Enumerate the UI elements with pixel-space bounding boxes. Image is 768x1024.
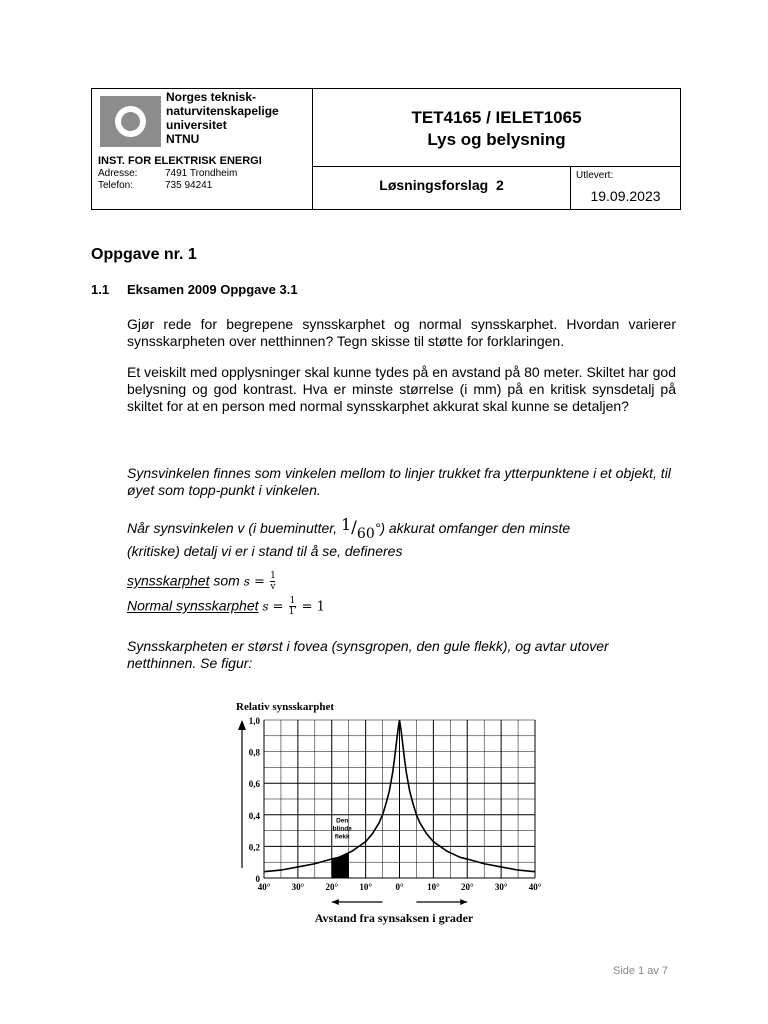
address-row: Adresse: 7491 Trondheim — [98, 168, 238, 179]
x-tick-label: 40° — [528, 882, 542, 892]
y-tick-label: 0,2 — [248, 842, 260, 853]
y-tick-label: 0,6 — [248, 779, 260, 790]
x-tick-label: 20° — [460, 882, 474, 892]
issued-label: Utlevert: — [576, 170, 614, 181]
institution-cell — [92, 89, 313, 209]
x-tick-label: 10° — [359, 882, 372, 892]
definition-acuity: synsskarphet som s = $\frac{1}{v}$ — [127, 571, 276, 592]
doc-title-cell — [313, 167, 571, 209]
blind-spot-label: blinde — [332, 825, 352, 833]
answer-paragraph-3: Synsskarpheten er størst i fovea (synsgropen, den gule flekk), og avtar utover netthinnen. Se figur: — [127, 638, 609, 671]
x-tick-label: 30° — [494, 882, 508, 892]
ntnu-logo-icon — [100, 96, 161, 147]
institute-name: INST. FOR ELEKTRISK ENERGI — [98, 155, 262, 167]
left-arrowhead — [332, 899, 339, 905]
university-name: Norges teknisk- naturvitenskapelige universitet NTNU — [166, 90, 279, 146]
x-tick-label: 10° — [427, 882, 440, 892]
y-tick-label: 0 — [255, 874, 260, 884]
task-title: Oppgave nr. 1 — [91, 246, 197, 263]
acuity-fraction: $\frac{1}{v}$ — [270, 571, 276, 592]
chart-xlabel: Avstand fra synsaksen i grader — [314, 911, 474, 925]
blind-spot-label: flekk — [334, 833, 350, 841]
page-footer: Side 1 av 7 — [613, 965, 669, 977]
x-tick-label: 20° — [325, 882, 339, 892]
y-tick-label: 1,0 — [248, 716, 260, 726]
answer-paragraph-2: Når synsvinkelen v (i bueminutter, 1/60°) akkurat omfanger den minste (kritiske) detalj vi er i stand til å se, defineres — [127, 515, 571, 559]
question-paragraph-2: Et veiskilt med opplysninger skal kunne tydes på en avstand på 80 meter. Skiltet har god belysning og god kontrast. Hva er minste størrelse (i mm) på en kritisk synsdetalj på skiltet for at en person med normal synsskarphet akkurat skal kunne se detaljen? — [127, 364, 676, 414]
normal-acuity-fraction: $\frac{1}{1'}$ — [288, 596, 297, 617]
course-cell — [313, 89, 680, 167]
doc-title: Løsningsforslag 2 — [379, 177, 504, 193]
acuity-chart — [230, 696, 550, 928]
right-arrowhead — [460, 899, 467, 905]
phone-row: Telefon: 735 94241 — [98, 180, 213, 191]
y-tick-label: 0,8 — [248, 747, 260, 758]
y-tick-label: 0,4 — [248, 810, 260, 821]
chart-ticks — [249, 716, 542, 905]
x-tick-label: 30° — [291, 882, 305, 892]
header-table — [91, 88, 681, 210]
x-tick-label: 0° — [395, 882, 404, 892]
y-axis-arrowhead — [238, 720, 246, 730]
issued-date: 19.09.2023 — [590, 188, 661, 204]
arcminute-fraction: 1/60 — [340, 515, 375, 542]
course-name: Lys og belysning — [427, 130, 566, 149]
subtask-title: 1.1 Eksamen 2009 Oppgave 3.1 — [91, 282, 298, 297]
issued-cell — [571, 167, 680, 209]
blind-spot-label: Den — [336, 817, 349, 825]
answer-paragraph-1: Synsvinkelen finnes som vinkelen mellom to linjer trukket fra ytterpunktene i et objekt, til øyet som topp-punkt i vinkelen. — [127, 465, 671, 498]
course-code: TET4165 / IELET1065 — [411, 108, 582, 127]
definition-normal-acuity: Normal synsskarphet s = $\frac{1}{1'}$ = 1 — [127, 596, 325, 617]
chart-ylabel: Relativ synsskarphet — [236, 701, 335, 713]
x-tick-label: 40° — [257, 882, 271, 892]
question-paragraph-1: Gjør rede for begrepene synsskarphet og normal synsskarphet. Hvordan varierer synsskarpheten over netthinnen? Tegn skisse til støtte for forklaringen. — [127, 316, 676, 349]
